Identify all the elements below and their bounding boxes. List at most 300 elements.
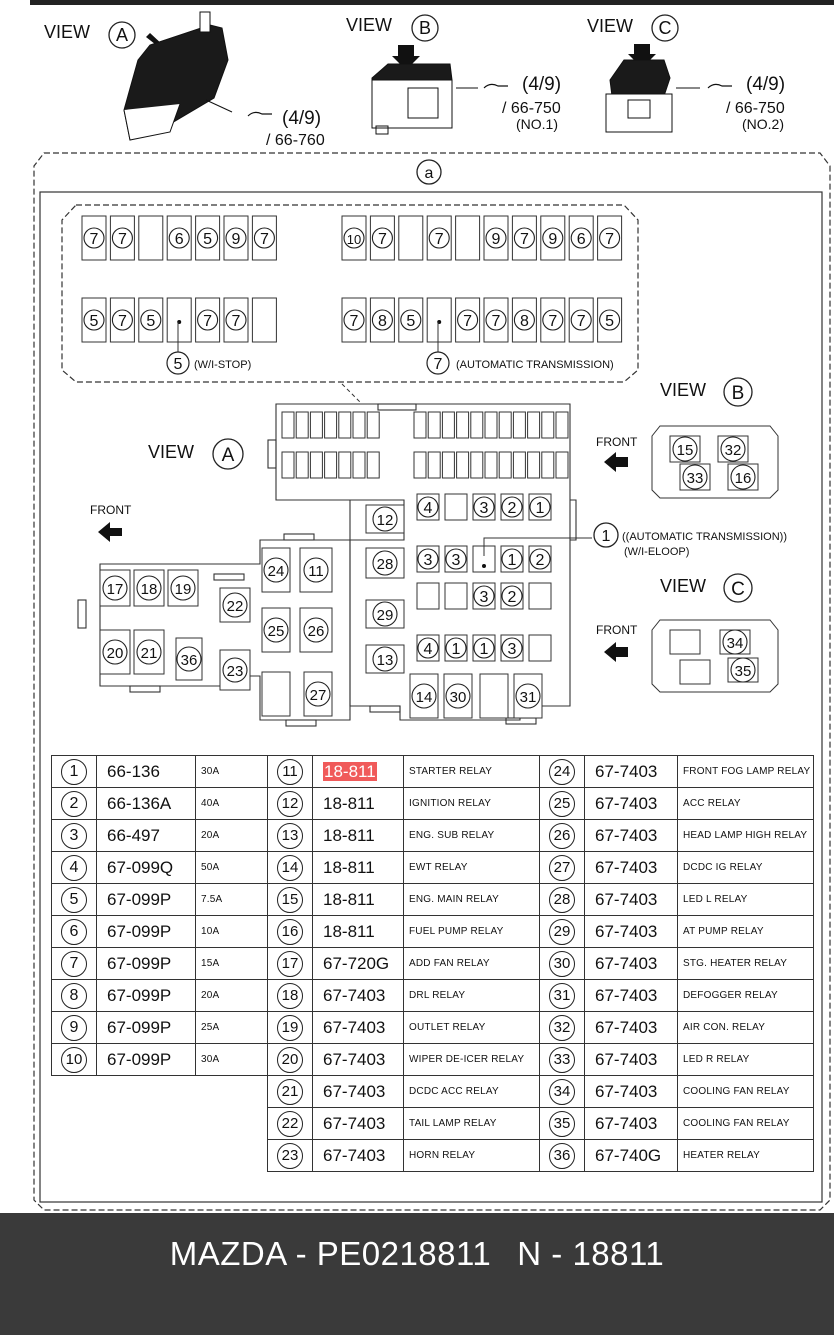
- view-c-word: VIEW: [660, 576, 707, 596]
- part-description: DCDC ACC RELAY: [404, 1076, 540, 1108]
- table-row: [52, 980, 814, 1012]
- fuse-number: 5: [89, 313, 99, 330]
- fuse-cell-number: 3: [479, 589, 489, 606]
- empty-cell: [52, 1076, 268, 1108]
- fuse-cell-number: 1: [535, 500, 545, 517]
- relay-number: 11: [308, 563, 324, 580]
- part-code-cell: [97, 1012, 196, 1044]
- fuse-number: 7: [203, 313, 213, 330]
- part-code-cell: [313, 820, 404, 852]
- part-number-cell: [268, 884, 313, 916]
- empty-cell: [52, 1140, 268, 1172]
- fuse-cell: [445, 583, 467, 609]
- relay-number: 28: [376, 556, 394, 573]
- part-code-cell: [313, 948, 404, 980]
- part-number: 10: [61, 1047, 87, 1073]
- fuse-slot: [399, 216, 423, 260]
- front-arrow-c: [604, 642, 628, 662]
- part-code-cell: [585, 788, 678, 820]
- table-row: [52, 1076, 814, 1108]
- part-code: 67-099P: [107, 953, 172, 973]
- part-description: LED L RELAY: [678, 884, 814, 916]
- part-code-cell: [97, 948, 196, 980]
- view-b-relay-number: 16: [734, 470, 752, 487]
- mini-fuse-slot: [485, 412, 497, 438]
- part-number: 24: [549, 759, 575, 785]
- relay-number: 13: [376, 652, 394, 669]
- part-code-cell: [585, 820, 678, 852]
- part-number: 31: [549, 983, 575, 1009]
- part-code-cell: [585, 948, 678, 980]
- top-view-a-page: (4/9): [282, 108, 322, 129]
- view-a-letter: A: [221, 445, 235, 466]
- part-number: 22: [277, 1111, 303, 1137]
- relay-number: 19: [174, 581, 192, 598]
- view-b-relay-number: 33: [686, 470, 704, 487]
- part-description: STG. HEATER RELAY: [678, 948, 814, 980]
- part-code: 67-7403: [323, 1145, 386, 1165]
- part-number-cell: [540, 852, 585, 884]
- part-code-cell: [313, 916, 404, 948]
- part-number: 4: [61, 855, 87, 881]
- note-1-line1: ((AUTOMATIC TRANSMISSION)): [622, 531, 787, 543]
- part-number-cell: [540, 916, 585, 948]
- top-view-c-no: (NO.2): [742, 116, 784, 132]
- fuse-number: 9: [491, 231, 501, 248]
- part-number: 8: [61, 983, 87, 1009]
- part-number: 13: [277, 823, 303, 849]
- part-number-cell: [52, 948, 97, 980]
- part-number-cell: [268, 1012, 313, 1044]
- fuse-number: 6: [174, 231, 184, 248]
- part-number: 34: [549, 1079, 575, 1105]
- table-row: [52, 884, 814, 916]
- part-number-cell: [268, 916, 313, 948]
- mini-fuse-slot: [325, 452, 337, 478]
- part-code-cell: [97, 788, 196, 820]
- top-view-b-letter: B: [418, 18, 432, 38]
- view-c-relay-number: 34: [726, 635, 744, 652]
- part-code: 67-099Q: [107, 857, 174, 877]
- view-c-cells: [670, 630, 758, 684]
- part-number: 17: [277, 951, 303, 977]
- fuse-cell-number: 3: [479, 500, 489, 517]
- part-number: 6: [61, 919, 87, 945]
- part-number-cell: [52, 980, 97, 1012]
- mini-fuse-slot: [556, 452, 568, 478]
- part-code-cell: [97, 820, 196, 852]
- parts-table: [51, 755, 814, 1172]
- top-view-a-word: VIEW: [44, 22, 91, 42]
- relay-number: 23: [226, 663, 244, 680]
- part-code: 67-099P: [107, 889, 172, 909]
- part-number: 27: [549, 855, 575, 881]
- footer-ref: N - 18811: [517, 1235, 665, 1272]
- fuse-number: 7: [349, 313, 359, 330]
- mini-fuse-slot: [542, 412, 554, 438]
- part-description: EWT RELAY: [404, 852, 540, 884]
- part-code-cell: [313, 788, 404, 820]
- part-code: 67-7403: [595, 793, 658, 813]
- part-code: 18-811: [323, 857, 375, 877]
- fuse-number: 7: [576, 313, 586, 330]
- table-row: [52, 1108, 814, 1140]
- note-w-istop: (W/I-STOP): [194, 359, 252, 371]
- part-number: 20: [277, 1047, 303, 1073]
- part-number-cell: [268, 1108, 313, 1140]
- callout-a: a: [424, 165, 434, 182]
- part-code: 67-7403: [595, 921, 658, 941]
- view-b-relay-number: 15: [676, 442, 694, 459]
- top-view-c: [587, 15, 785, 132]
- part-code: 18-811: [323, 825, 375, 845]
- part-number: 9: [61, 1015, 87, 1041]
- part-number-cell: [540, 756, 585, 788]
- fuse-cell-number: 2: [535, 552, 545, 569]
- fuse-number: 5: [203, 231, 213, 248]
- part-code: 67-099P: [107, 985, 172, 1005]
- mini-fuse-slot: [310, 452, 322, 478]
- mini-fuse-slot: [414, 412, 426, 438]
- front-label-b: FRONT: [596, 435, 638, 449]
- part-code: 67-740G: [595, 1145, 662, 1165]
- part-number: 21: [277, 1079, 303, 1105]
- part-number-cell: [540, 1108, 585, 1140]
- part-number-cell: [540, 1076, 585, 1108]
- part-number-cell: [268, 980, 313, 1012]
- mini-fuse-slot: [353, 412, 365, 438]
- part-number: 36: [549, 1143, 575, 1169]
- mini-fuse-slot: [296, 452, 308, 478]
- part-code: 67-7403: [595, 857, 658, 877]
- mini-fuse-slot: [528, 452, 540, 478]
- mini-fuse-slot: [282, 412, 294, 438]
- part-description: HORN RELAY: [404, 1140, 540, 1172]
- top-view-b-page: (4/9): [522, 74, 562, 95]
- relay-number: 31: [519, 689, 537, 706]
- view-c-relay-number: 35: [734, 663, 752, 680]
- empty-cell: [52, 1108, 268, 1140]
- part-code-cell: [313, 1140, 404, 1172]
- part-code: 66-136A: [107, 793, 172, 813]
- part-number-cell: [540, 884, 585, 916]
- part-number: 35: [549, 1111, 575, 1137]
- part-code-cell: [585, 1044, 678, 1076]
- top-view-c-word: VIEW: [587, 16, 634, 36]
- part-number-cell: [52, 788, 97, 820]
- fuse-cell-number: 2: [507, 500, 517, 517]
- part-code-cell: [585, 980, 678, 1012]
- fuse-number: 5: [406, 313, 416, 330]
- mini-fuse-slot: [542, 452, 554, 478]
- part-code-cell: [97, 884, 196, 916]
- part-code: 67-7403: [595, 825, 658, 845]
- part-code-cell: [313, 1108, 404, 1140]
- front-arrow-a: [98, 522, 122, 542]
- part-number: 30: [549, 951, 575, 977]
- fuse-number: 8: [377, 313, 387, 330]
- fuse-number: 7: [548, 313, 558, 330]
- part-code: 66-497: [107, 825, 160, 845]
- part-code-cell: [585, 1012, 678, 1044]
- part-code-cell: [585, 1140, 678, 1172]
- note-7-number: 7: [433, 356, 443, 373]
- mini-fuse-slot: [428, 452, 440, 478]
- part-description: LED R RELAY: [678, 1044, 814, 1076]
- part-number-cell: [540, 1012, 585, 1044]
- part-code: 67-720G: [323, 953, 390, 973]
- part-number-cell: [52, 884, 97, 916]
- relay-number: 29: [376, 607, 394, 624]
- part-number-cell: [268, 820, 313, 852]
- top-view-b-no: (NO.1): [516, 116, 558, 132]
- fuse-number: 6: [576, 231, 586, 248]
- mini-fuse-slot: [556, 412, 568, 438]
- part-description: AIR CON. RELAY: [678, 1012, 814, 1044]
- part-code: 67-7403: [595, 985, 658, 1005]
- part-code-cell: [97, 916, 196, 948]
- part-code: 67-099P: [107, 1049, 172, 1069]
- mini-fuse-slot: [428, 412, 440, 438]
- part-number: 32: [549, 1015, 575, 1041]
- part-description: FRONT FOG LAMP RELAY: [678, 756, 814, 788]
- part-code: 67-7403: [323, 1081, 386, 1101]
- part-description: HEATER RELAY: [678, 1140, 814, 1172]
- part-code-cell: [313, 756, 404, 788]
- part-number: 25: [549, 791, 575, 817]
- part-number: 18: [277, 983, 303, 1009]
- relay-number: 14: [415, 689, 433, 706]
- part-number-cell: [268, 756, 313, 788]
- note-automatic-transmission: (AUTOMATIC TRANSMISSION): [456, 359, 614, 371]
- view-c-relay-slot: [670, 630, 700, 654]
- part-number-cell: [52, 756, 97, 788]
- part-description: 40A: [196, 788, 268, 820]
- relay-number: 24: [267, 563, 285, 580]
- part-number: 3: [61, 823, 87, 849]
- relay-number: 27: [309, 687, 327, 704]
- top-view-a-letter: A: [115, 25, 129, 45]
- mini-fuse-slot: [442, 452, 454, 478]
- fuse-cell-number: 4: [423, 641, 433, 658]
- table-row: [52, 1044, 814, 1076]
- relay-number: 12: [376, 512, 394, 529]
- part-code: 67-7403: [323, 1049, 386, 1069]
- part-code: 67-7403: [595, 953, 658, 973]
- mini-fuse-slot: [442, 412, 454, 438]
- part-description: COOLING FAN RELAY: [678, 1108, 814, 1140]
- relay-number: 36: [180, 652, 198, 669]
- part-description: 20A: [196, 820, 268, 852]
- part-description: DEFOGGER RELAY: [678, 980, 814, 1012]
- part-number-cell: [268, 1044, 313, 1076]
- part-code: 67-099P: [107, 921, 172, 941]
- part-description: HEAD LAMP HIGH RELAY: [678, 820, 814, 852]
- mini-fuse-slot: [282, 452, 294, 478]
- fuse-number: 7: [259, 231, 269, 248]
- fuse-number: 9: [231, 231, 241, 248]
- part-number-cell: [540, 1044, 585, 1076]
- part-number-cell: [540, 948, 585, 980]
- table-row: [52, 1140, 814, 1172]
- part-description: STARTER RELAY: [404, 756, 540, 788]
- mini-fuse-slot: [513, 412, 525, 438]
- mini-fuse-slot: [471, 412, 483, 438]
- fuse-cell: [445, 494, 467, 520]
- part-code-cell: [585, 1076, 678, 1108]
- part-description: 20A: [196, 980, 268, 1012]
- part-number-cell: [52, 820, 97, 852]
- fuse-cell-number: 1: [479, 641, 489, 658]
- mini-fuse-slot: [325, 412, 337, 438]
- part-number: 14: [277, 855, 303, 881]
- fuse-slot: [139, 216, 163, 260]
- part-code-cell: [585, 1108, 678, 1140]
- part-description: TAIL LAMP RELAY: [404, 1108, 540, 1140]
- part-description: ENG. MAIN RELAY: [404, 884, 540, 916]
- fuse-slot: [456, 216, 480, 260]
- fuse-number: 5: [605, 313, 615, 330]
- view-a-word: VIEW: [148, 442, 195, 462]
- part-number-cell: [52, 1044, 97, 1076]
- part-number: 2: [61, 791, 87, 817]
- footer-brand-part: MAZDA - PE0218811: [169, 1235, 492, 1272]
- footer-title: [0, 1235, 834, 1273]
- fuse-number: 7: [117, 231, 127, 248]
- part-code: 18-811: [323, 793, 375, 813]
- part-description: 15A: [196, 948, 268, 980]
- table-row: [52, 916, 814, 948]
- table-row: [52, 756, 814, 788]
- part-code: 18-811: [323, 889, 375, 909]
- part-description: 50A: [196, 852, 268, 884]
- relay-number: 30: [449, 689, 467, 706]
- top-view-c-page: (4/9): [746, 74, 786, 95]
- part-number: 5: [61, 887, 87, 913]
- part-number-cell: [268, 852, 313, 884]
- part-code-cell: [313, 1076, 404, 1108]
- part-code: 67-7403: [595, 1081, 658, 1101]
- view-b-cells: [670, 436, 758, 490]
- part-number: 19: [277, 1015, 303, 1041]
- part-number: 26: [549, 823, 575, 849]
- part-number-cell: [52, 916, 97, 948]
- fuse-cell-number: 1: [451, 641, 461, 658]
- mini-fuse-slot: [528, 412, 540, 438]
- fuse-number: 7: [463, 313, 473, 330]
- part-code-cell: [313, 884, 404, 916]
- part-code-cell: [585, 884, 678, 916]
- mini-fuse-slot: [457, 412, 469, 438]
- mini-fuse-slot: [457, 452, 469, 478]
- note-5-number: 5: [173, 356, 183, 373]
- part-code-cell: [313, 852, 404, 884]
- relay-number: 20: [106, 645, 124, 662]
- part-code: 18-811: [323, 921, 375, 941]
- part-description: 25A: [196, 1012, 268, 1044]
- top-view-b-code: / 66-750: [502, 100, 561, 117]
- part-number-cell: [268, 948, 313, 980]
- part-code: 67-7403: [323, 1113, 386, 1133]
- part-code-cell: [585, 756, 678, 788]
- mini-fuse-slot: [367, 452, 379, 478]
- part-description: FUEL PUMP RELAY: [404, 916, 540, 948]
- fuse-cell-number: 4: [423, 500, 433, 517]
- fuse-cell-number: 3: [423, 552, 433, 569]
- part-number: 23: [277, 1143, 303, 1169]
- mini-fuse-slot: [367, 412, 379, 438]
- highlighted-part-code: 18-811: [324, 761, 376, 781]
- top-view-a: [44, 12, 325, 149]
- part-code: 67-7403: [595, 1017, 658, 1037]
- fuse-cell-number: 3: [451, 552, 461, 569]
- relay-number: 25: [267, 623, 285, 640]
- mini-fuse-slot: [353, 452, 365, 478]
- part-code: 67-7403: [595, 761, 658, 781]
- part-description: ACC RELAY: [678, 788, 814, 820]
- top-view-b-word: VIEW: [346, 15, 393, 35]
- fuse-cell: [529, 635, 551, 661]
- table-row: [52, 948, 814, 980]
- part-code: 67-7403: [323, 1017, 386, 1037]
- part-description: DCDC IG RELAY: [678, 852, 814, 884]
- part-description: IGNITION RELAY: [404, 788, 540, 820]
- view-c-relay-slot: [680, 660, 710, 684]
- part-number-cell: [540, 1140, 585, 1172]
- fuse-number: 5: [146, 313, 156, 330]
- part-description: 30A: [196, 756, 268, 788]
- view-b-word: VIEW: [660, 380, 707, 400]
- fuse-number: 7: [491, 313, 501, 330]
- relay-number: 17: [106, 581, 124, 598]
- table-row: [52, 788, 814, 820]
- mini-fuse-slot: [513, 452, 525, 478]
- part-description: OUTLET RELAY: [404, 1012, 540, 1044]
- fuse-number: 7: [117, 313, 127, 330]
- fuse-cell: [529, 583, 551, 609]
- fuse-number: 7: [377, 231, 387, 248]
- top-view-a-code: / 66-760: [266, 132, 325, 149]
- part-code: 67-7403: [595, 1049, 658, 1069]
- mini-fuse-slot: [339, 452, 351, 478]
- part-description: 30A: [196, 1044, 268, 1076]
- relay-number: 18: [140, 581, 158, 598]
- part-description: ENG. SUB RELAY: [404, 820, 540, 852]
- fuse-cell-number: 3: [507, 641, 517, 658]
- part-code-cell: [97, 1044, 196, 1076]
- part-number-cell: [540, 788, 585, 820]
- note-1-line2: (W/I-ELOOP): [624, 546, 690, 558]
- relay-number: 21: [140, 645, 158, 662]
- part-code-cell: [97, 980, 196, 1012]
- front-arrow-b: [604, 452, 628, 472]
- part-description: 10A: [196, 916, 268, 948]
- part-code-cell: [585, 916, 678, 948]
- table-row: [52, 820, 814, 852]
- relay-number: 22: [226, 598, 244, 615]
- front-label-a: FRONT: [90, 503, 132, 517]
- view-b-letter: B: [731, 383, 745, 404]
- part-number: 7: [61, 951, 87, 977]
- part-description: WIPER DE-ICER RELAY: [404, 1044, 540, 1076]
- part-code: 67-7403: [595, 1113, 658, 1133]
- view-b-relay-number: 32: [724, 442, 742, 459]
- fuse-number: 7: [605, 231, 615, 248]
- part-description: COOLING FAN RELAY: [678, 1076, 814, 1108]
- fuse-rows: [82, 216, 622, 374]
- part-description: ADD FAN RELAY: [404, 948, 540, 980]
- fuse-cell: [417, 583, 439, 609]
